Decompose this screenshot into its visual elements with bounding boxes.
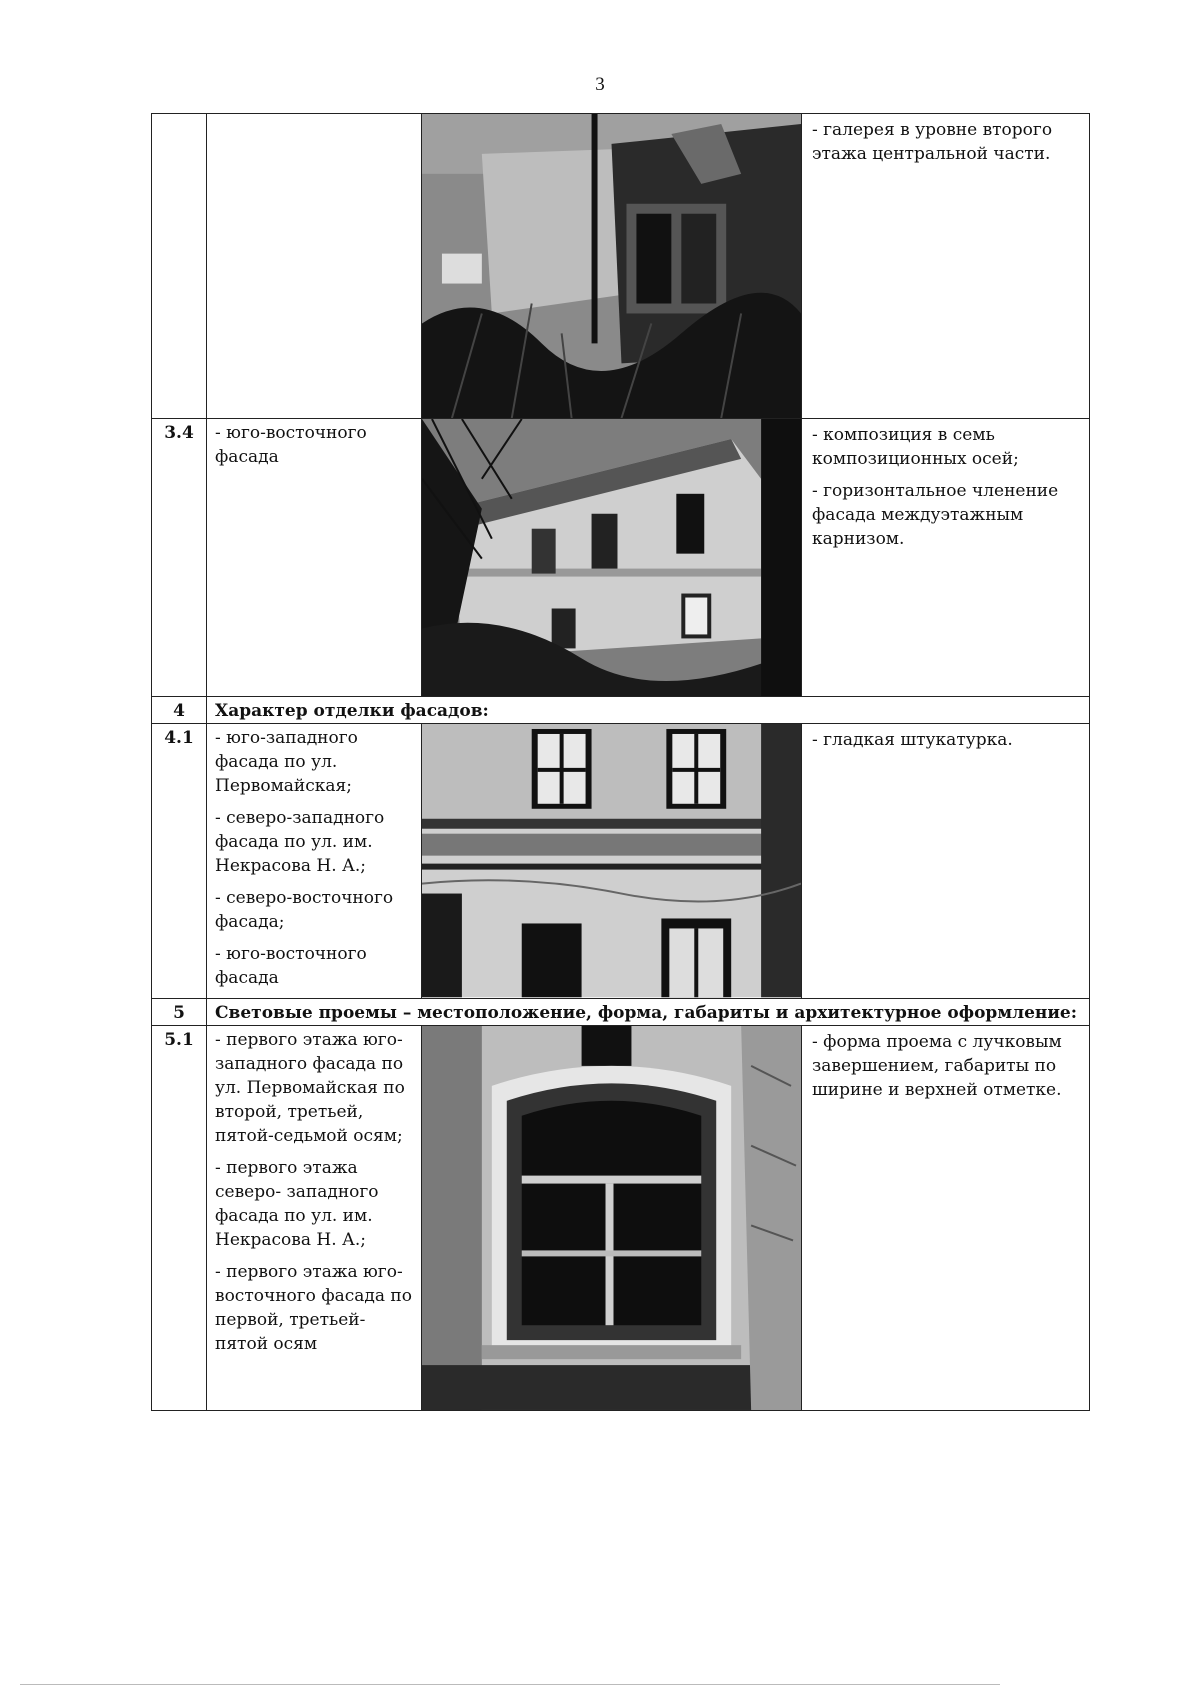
note-text: - гладкая штукатурка. bbox=[812, 730, 1013, 751]
section-title: Характер отделки фасадов: bbox=[207, 697, 1090, 724]
description-text: - юго-восточного фасада bbox=[215, 944, 367, 989]
row-number: 3.4 bbox=[152, 419, 207, 697]
note-text: - композиция в семь композиционных осей; bbox=[812, 425, 1019, 470]
page-number: 3 bbox=[595, 74, 605, 95]
window-opening-photo bbox=[422, 1026, 802, 1411]
description-text: - северо-восточного фасада; bbox=[215, 888, 394, 933]
row-number: 4.1 bbox=[152, 724, 207, 999]
description-text: - первого этажа северо- западного фасада по ул. им. Некрасова Н. А.; bbox=[215, 1158, 379, 1251]
section-heading-row bbox=[152, 697, 1090, 724]
row-number bbox=[152, 114, 207, 419]
footer-divider bbox=[20, 1684, 1000, 1685]
description-text: - северо-западного фасада по ул. им. Некрасова Н. А.; bbox=[215, 808, 385, 877]
section-heading-row bbox=[152, 999, 1090, 1026]
section-number: 4 bbox=[152, 697, 207, 724]
table-row bbox=[152, 114, 1090, 419]
description-text: - первого этажа юго-восточного фасада по первой, третьей-пятой осям bbox=[215, 1262, 412, 1355]
section-number: 5 bbox=[152, 999, 207, 1026]
note-text: - галерея в уровне второго этажа центральной части. bbox=[812, 120, 1053, 164]
table-row bbox=[152, 419, 1090, 697]
note-text: - форма проема с лучковым завершением, габариты по ширине и верхней отметке. bbox=[812, 1032, 1062, 1101]
table-row bbox=[152, 1026, 1090, 1411]
note-text: - горизонтальное членение фасада междуэтажным карнизом. bbox=[812, 481, 1059, 550]
row-number: 5.1 bbox=[152, 1026, 207, 1411]
description-text: - юго-восточного фасада bbox=[215, 423, 367, 468]
row-description bbox=[207, 114, 422, 419]
section-title: Световые проемы – местоположение, форма, габариты и архитектурное оформление: bbox=[207, 999, 1090, 1026]
description-text: - первого этажа юго-западного фасада по ул. Первомайская по второй, третьей, пятой-седьмой осям; bbox=[215, 1030, 405, 1147]
facade-finish-photo bbox=[422, 724, 802, 999]
southeast-facade-photo bbox=[422, 419, 802, 697]
table-row bbox=[152, 724, 1090, 999]
gallery-photo bbox=[422, 114, 802, 419]
description-text: - юго-западного фасада по ул. Первомайская; bbox=[215, 728, 358, 797]
facade-elements-table bbox=[151, 113, 1090, 1411]
